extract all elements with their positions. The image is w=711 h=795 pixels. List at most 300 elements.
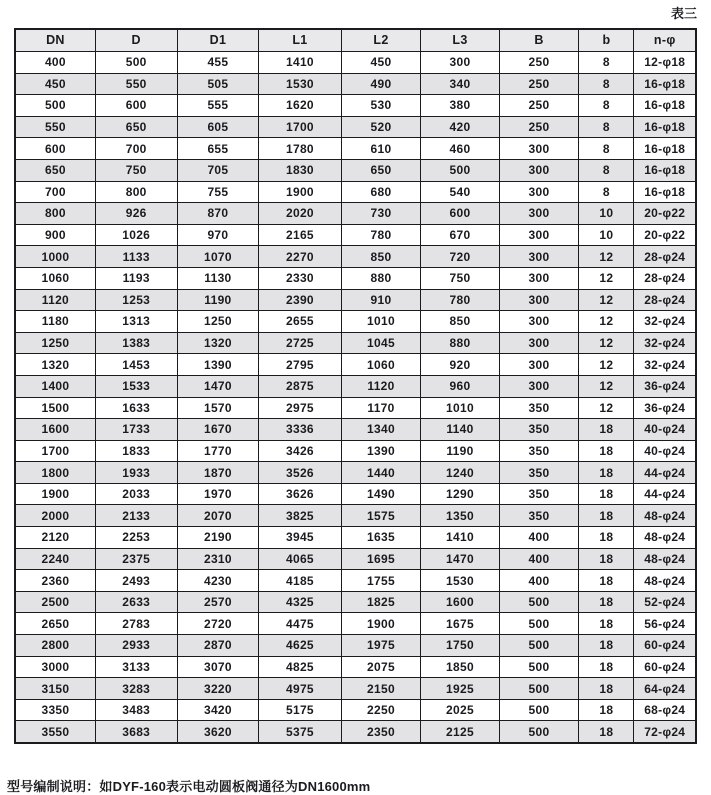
table-cell: 2975 <box>259 397 341 419</box>
table-cell: 1833 <box>95 440 177 462</box>
table-cell: 350 <box>499 397 579 419</box>
table-cell: 1140 <box>421 419 499 441</box>
table-cell: 3336 <box>259 419 341 441</box>
table-cell: 926 <box>95 203 177 225</box>
table-row <box>15 159 696 181</box>
table-cell: 2933 <box>95 635 177 657</box>
table-header <box>15 29 696 52</box>
table-cell: 780 <box>341 224 421 246</box>
table-cell: 600 <box>15 138 95 160</box>
table-cell: 8 <box>579 52 634 74</box>
table-cell: 2875 <box>259 375 341 397</box>
table-row <box>15 397 696 419</box>
table-cell: 16-φ18 <box>634 181 696 203</box>
table-cell: 3420 <box>177 699 259 721</box>
table-cell: 2133 <box>95 505 177 527</box>
table-cell: 1695 <box>341 548 421 570</box>
table-cell: 1575 <box>341 505 421 527</box>
table-cell: 2025 <box>421 699 499 721</box>
table-cell: 1900 <box>15 483 95 505</box>
table-cell: 490 <box>341 73 421 95</box>
table-cell: 1600 <box>421 591 499 613</box>
table-body <box>15 52 696 744</box>
table-cell: 12 <box>579 289 634 311</box>
model-designation-note: 型号编制说明：如DYF-160表示电动圆板阀通径为DN1600mm <box>7 779 371 794</box>
table-cell: 8 <box>579 159 634 181</box>
table-cell: 18 <box>579 462 634 484</box>
table-cell: 2633 <box>95 591 177 613</box>
table-cell: 2250 <box>341 699 421 721</box>
table-cell: 300 <box>499 181 579 203</box>
table-cell: 250 <box>499 116 579 138</box>
table-cell: 44-φ24 <box>634 483 696 505</box>
table-cell: 8 <box>579 181 634 203</box>
table-cell: 3350 <box>15 699 95 721</box>
table-row <box>15 203 696 225</box>
table-cell: 300 <box>499 354 579 376</box>
table-cell: 300 <box>499 159 579 181</box>
table-cell: 300 <box>499 138 579 160</box>
table-cell: 52-φ24 <box>634 591 696 613</box>
table-cell: 18 <box>579 699 634 721</box>
table-cell: 64-φ24 <box>634 678 696 700</box>
table-cell: 12 <box>579 332 634 354</box>
table-cell: 755 <box>177 181 259 203</box>
table-cell: 1410 <box>259 52 341 74</box>
table-cell: 60-φ24 <box>634 635 696 657</box>
table-row <box>15 116 696 138</box>
table-cell: 12 <box>579 397 634 419</box>
table-cell: 650 <box>95 116 177 138</box>
table-cell: 1045 <box>341 332 421 354</box>
table-cell: 16-φ18 <box>634 116 696 138</box>
table-cell: 18 <box>579 570 634 592</box>
table-cell: 605 <box>177 116 259 138</box>
table-cell: 2075 <box>341 656 421 678</box>
table-cell: 870 <box>177 203 259 225</box>
table-cell: 1530 <box>421 570 499 592</box>
table-row <box>15 462 696 484</box>
table-cell: 1780 <box>259 138 341 160</box>
table-cell: 2870 <box>177 635 259 657</box>
table-cell: 2350 <box>341 721 421 743</box>
table-cell: 72-φ24 <box>634 721 696 743</box>
table-cell: 1010 <box>341 311 421 333</box>
table-cell: 850 <box>341 246 421 268</box>
table-cell: 880 <box>341 267 421 289</box>
table-cell: 250 <box>499 95 579 117</box>
table-cell: 68-φ24 <box>634 699 696 721</box>
table-cell: 650 <box>15 159 95 181</box>
table-cell: 1290 <box>421 483 499 505</box>
table-cell: 4975 <box>259 678 341 700</box>
table-cell: 3626 <box>259 483 341 505</box>
table-cell: 670 <box>421 224 499 246</box>
table-cell: 1533 <box>95 375 177 397</box>
table-cell: 1635 <box>341 527 421 549</box>
table-cell: 530 <box>341 95 421 117</box>
table-cell: 500 <box>499 699 579 721</box>
table-cell: 28-φ24 <box>634 289 696 311</box>
table-cell: 3220 <box>177 678 259 700</box>
table-cell: 300 <box>499 375 579 397</box>
table-row <box>15 52 696 74</box>
table-cell: 2240 <box>15 548 95 570</box>
table-row <box>15 721 696 743</box>
table-row <box>15 311 696 333</box>
table-cell: 400 <box>499 527 579 549</box>
table-cell: 1755 <box>341 570 421 592</box>
table-cell: 16-φ18 <box>634 159 696 181</box>
table-cell: 40-φ24 <box>634 419 696 441</box>
table-row <box>15 591 696 613</box>
table-cell: 1633 <box>95 397 177 419</box>
table-cell: 750 <box>421 267 499 289</box>
table-cell: 420 <box>421 116 499 138</box>
table-cell: 2800 <box>15 635 95 657</box>
table-cell: 3945 <box>259 527 341 549</box>
table-cell: 4065 <box>259 548 341 570</box>
table-cell: 780 <box>421 289 499 311</box>
table-cell: 1700 <box>259 116 341 138</box>
table-cell: 555 <box>177 95 259 117</box>
table-cell: 350 <box>499 462 579 484</box>
table-cell: 550 <box>15 116 95 138</box>
table-cell: 1350 <box>421 505 499 527</box>
table-row <box>15 73 696 95</box>
table-cell: 500 <box>499 721 579 743</box>
table-cell: 28-φ24 <box>634 246 696 268</box>
table-row <box>15 354 696 376</box>
table-cell: 5175 <box>259 699 341 721</box>
table-cell: 800 <box>15 203 95 225</box>
table-cell: 2310 <box>177 548 259 570</box>
table-cell: 2360 <box>15 570 95 592</box>
table-cell: 350 <box>499 419 579 441</box>
table-cell: 2493 <box>95 570 177 592</box>
table-cell: 1120 <box>15 289 95 311</box>
table-cell: 2033 <box>95 483 177 505</box>
table-cell: 18 <box>579 591 634 613</box>
table-cell: 1925 <box>421 678 499 700</box>
table-cell: 2020 <box>259 203 341 225</box>
table-cell: 3000 <box>15 656 95 678</box>
table-cell: 5375 <box>259 721 341 743</box>
table-cell: 1750 <box>421 635 499 657</box>
table-cell: 1130 <box>177 267 259 289</box>
dimension-table <box>14 28 697 744</box>
table-cell: 2783 <box>95 613 177 635</box>
table-cell: 910 <box>341 289 421 311</box>
column-header-n-phi: n-φ <box>634 29 696 52</box>
table-cell: 2720 <box>177 613 259 635</box>
table-cell: 3620 <box>177 721 259 743</box>
table-row <box>15 678 696 700</box>
column-header-l2: L2 <box>341 29 421 52</box>
table-cell: 8 <box>579 73 634 95</box>
table-row <box>15 483 696 505</box>
table-cell: 2725 <box>259 332 341 354</box>
table-cell: 1770 <box>177 440 259 462</box>
table-cell: 2190 <box>177 527 259 549</box>
column-header-l1: L1 <box>259 29 341 52</box>
table-cell: 36-φ24 <box>634 397 696 419</box>
table-cell: 2150 <box>341 678 421 700</box>
column-header-d1: D1 <box>177 29 259 52</box>
table-cell: 28-φ24 <box>634 267 696 289</box>
table-cell: 18 <box>579 527 634 549</box>
table-cell: 970 <box>177 224 259 246</box>
table-row <box>15 419 696 441</box>
table-cell: 8 <box>579 116 634 138</box>
table-cell: 1026 <box>95 224 177 246</box>
table-row <box>15 332 696 354</box>
table-cell: 1825 <box>341 591 421 613</box>
table-cell: 16-φ18 <box>634 95 696 117</box>
table-cell: 750 <box>95 159 177 181</box>
table-cell: 8 <box>579 138 634 160</box>
table-cell: 900 <box>15 224 95 246</box>
table-cell: 1830 <box>259 159 341 181</box>
table-cell: 1070 <box>177 246 259 268</box>
table-cell: 680 <box>341 181 421 203</box>
table-cell: 720 <box>421 246 499 268</box>
table-cell: 380 <box>421 95 499 117</box>
table-cell: 1900 <box>341 613 421 635</box>
table-cell: 3526 <box>259 462 341 484</box>
table-cell: 1440 <box>341 462 421 484</box>
table-cell: 650 <box>341 159 421 181</box>
table-cell: 10 <box>579 203 634 225</box>
table-cell: 1340 <box>341 419 421 441</box>
table-cell: 1060 <box>341 354 421 376</box>
table-cell: 300 <box>499 224 579 246</box>
table-cell: 1400 <box>15 375 95 397</box>
table-cell: 1253 <box>95 289 177 311</box>
table-cell: 700 <box>95 138 177 160</box>
table-cell: 3283 <box>95 678 177 700</box>
table-cell: 1470 <box>177 375 259 397</box>
table-cell: 4625 <box>259 635 341 657</box>
table-row <box>15 699 696 721</box>
table-cell: 1933 <box>95 462 177 484</box>
table-cell: 3550 <box>15 721 95 743</box>
table-cell: 500 <box>499 591 579 613</box>
table-cell: 1570 <box>177 397 259 419</box>
table-cell: 1180 <box>15 311 95 333</box>
table-cell: 18 <box>579 635 634 657</box>
table-cell: 60-φ24 <box>634 656 696 678</box>
table-row <box>15 181 696 203</box>
table-caption: 表三 <box>670 6 697 21</box>
table-cell: 2120 <box>15 527 95 549</box>
table-cell: 12-φ18 <box>634 52 696 74</box>
table-cell: 18 <box>579 419 634 441</box>
table-cell: 1453 <box>95 354 177 376</box>
table-cell: 300 <box>499 203 579 225</box>
table-header-row <box>15 29 696 52</box>
table-cell: 2070 <box>177 505 259 527</box>
table-row <box>15 289 696 311</box>
table-cell: 2500 <box>15 591 95 613</box>
table-cell: 505 <box>177 73 259 95</box>
table-cell: 455 <box>177 52 259 74</box>
table-cell: 48-φ24 <box>634 505 696 527</box>
table-cell: 600 <box>421 203 499 225</box>
table-cell: 18 <box>579 548 634 570</box>
table-cell: 48-φ24 <box>634 570 696 592</box>
table-cell: 4825 <box>259 656 341 678</box>
table-cell: 44-φ24 <box>634 462 696 484</box>
table-cell: 300 <box>421 52 499 74</box>
table-row <box>15 375 696 397</box>
table-cell: 1190 <box>421 440 499 462</box>
table-cell: 32-φ24 <box>634 332 696 354</box>
table-cell: 1870 <box>177 462 259 484</box>
table-cell: 2390 <box>259 289 341 311</box>
table-cell: 1000 <box>15 246 95 268</box>
table-cell: 1850 <box>421 656 499 678</box>
table-cell: 1170 <box>341 397 421 419</box>
table-cell: 250 <box>499 52 579 74</box>
table-cell: 730 <box>341 203 421 225</box>
table-cell: 3483 <box>95 699 177 721</box>
column-header-b-upper: B <box>499 29 579 52</box>
table-cell: 3426 <box>259 440 341 462</box>
table-cell: 350 <box>499 505 579 527</box>
table-cell: 1970 <box>177 483 259 505</box>
table-cell: 1620 <box>259 95 341 117</box>
table-cell: 10 <box>579 224 634 246</box>
table-cell: 2650 <box>15 613 95 635</box>
table-cell: 20-φ22 <box>634 224 696 246</box>
table-row <box>15 267 696 289</box>
table-cell: 800 <box>95 181 177 203</box>
table-cell: 1313 <box>95 311 177 333</box>
table-row <box>15 224 696 246</box>
column-header-b-lower: b <box>579 29 634 52</box>
table-cell: 300 <box>499 311 579 333</box>
table-row <box>15 505 696 527</box>
table-cell: 3150 <box>15 678 95 700</box>
table-cell: 16-φ18 <box>634 138 696 160</box>
table-row <box>15 570 696 592</box>
table-cell: 2330 <box>259 267 341 289</box>
table-cell: 12 <box>579 311 634 333</box>
table-cell: 520 <box>341 116 421 138</box>
table-cell: 18 <box>579 440 634 462</box>
table-row <box>15 527 696 549</box>
table-cell: 2795 <box>259 354 341 376</box>
table-cell: 4230 <box>177 570 259 592</box>
table-cell: 2165 <box>259 224 341 246</box>
table-row <box>15 613 696 635</box>
table-cell: 12 <box>579 267 634 289</box>
table-cell: 1320 <box>15 354 95 376</box>
table-cell: 1193 <box>95 267 177 289</box>
table-cell: 18 <box>579 721 634 743</box>
table-cell: 18 <box>579 656 634 678</box>
table-cell: 250 <box>499 73 579 95</box>
table-cell: 1010 <box>421 397 499 419</box>
table-cell: 1120 <box>341 375 421 397</box>
table-cell: 920 <box>421 354 499 376</box>
table-row <box>15 635 696 657</box>
table-cell: 2375 <box>95 548 177 570</box>
table-cell: 2125 <box>421 721 499 743</box>
table-cell: 8 <box>579 95 634 117</box>
table-cell: 1675 <box>421 613 499 635</box>
table-cell: 4185 <box>259 570 341 592</box>
table-cell: 1670 <box>177 419 259 441</box>
table-cell: 18 <box>579 613 634 635</box>
table-cell: 18 <box>579 505 634 527</box>
table-cell: 700 <box>15 181 95 203</box>
table-cell: 3683 <box>95 721 177 743</box>
table-cell: 500 <box>499 635 579 657</box>
table-cell: 1500 <box>15 397 95 419</box>
table-cell: 300 <box>499 246 579 268</box>
table-cell: 1410 <box>421 527 499 549</box>
table-row <box>15 138 696 160</box>
table-cell: 1250 <box>177 311 259 333</box>
table-cell: 20-φ22 <box>634 203 696 225</box>
table-cell: 300 <box>499 332 579 354</box>
table-cell: 960 <box>421 375 499 397</box>
table-cell: 1250 <box>15 332 95 354</box>
column-header-l3: L3 <box>421 29 499 52</box>
table-cell: 400 <box>499 570 579 592</box>
table-cell: 12 <box>579 375 634 397</box>
table-cell: 655 <box>177 138 259 160</box>
table-cell: 1383 <box>95 332 177 354</box>
table-cell: 500 <box>499 656 579 678</box>
table-cell: 32-φ24 <box>634 354 696 376</box>
table-cell: 1530 <box>259 73 341 95</box>
table-cell: 3133 <box>95 656 177 678</box>
table-cell: 600 <box>95 95 177 117</box>
table-cell: 2655 <box>259 311 341 333</box>
table-cell: 1133 <box>95 246 177 268</box>
table-cell: 540 <box>421 181 499 203</box>
table-cell: 3070 <box>177 656 259 678</box>
table-cell: 1470 <box>421 548 499 570</box>
table-cell: 2000 <box>15 505 95 527</box>
table-cell: 550 <box>95 73 177 95</box>
table-cell: 1700 <box>15 440 95 462</box>
table-cell: 18 <box>579 678 634 700</box>
table-cell: 450 <box>15 73 95 95</box>
table-cell: 3825 <box>259 505 341 527</box>
table-cell: 500 <box>499 678 579 700</box>
table-cell: 450 <box>341 52 421 74</box>
table-cell: 500 <box>95 52 177 74</box>
table-cell: 350 <box>499 483 579 505</box>
column-header-d: D <box>95 29 177 52</box>
table-cell: 12 <box>579 354 634 376</box>
table-cell: 705 <box>177 159 259 181</box>
table-cell: 1320 <box>177 332 259 354</box>
table-cell: 16-φ18 <box>634 73 696 95</box>
table-cell: 1060 <box>15 267 95 289</box>
table-cell: 850 <box>421 311 499 333</box>
table-cell: 32-φ24 <box>634 311 696 333</box>
table-cell: 460 <box>421 138 499 160</box>
table-cell: 1240 <box>421 462 499 484</box>
table-cell: 1190 <box>177 289 259 311</box>
table-cell: 500 <box>15 95 95 117</box>
column-header-dn: DN <box>15 29 95 52</box>
